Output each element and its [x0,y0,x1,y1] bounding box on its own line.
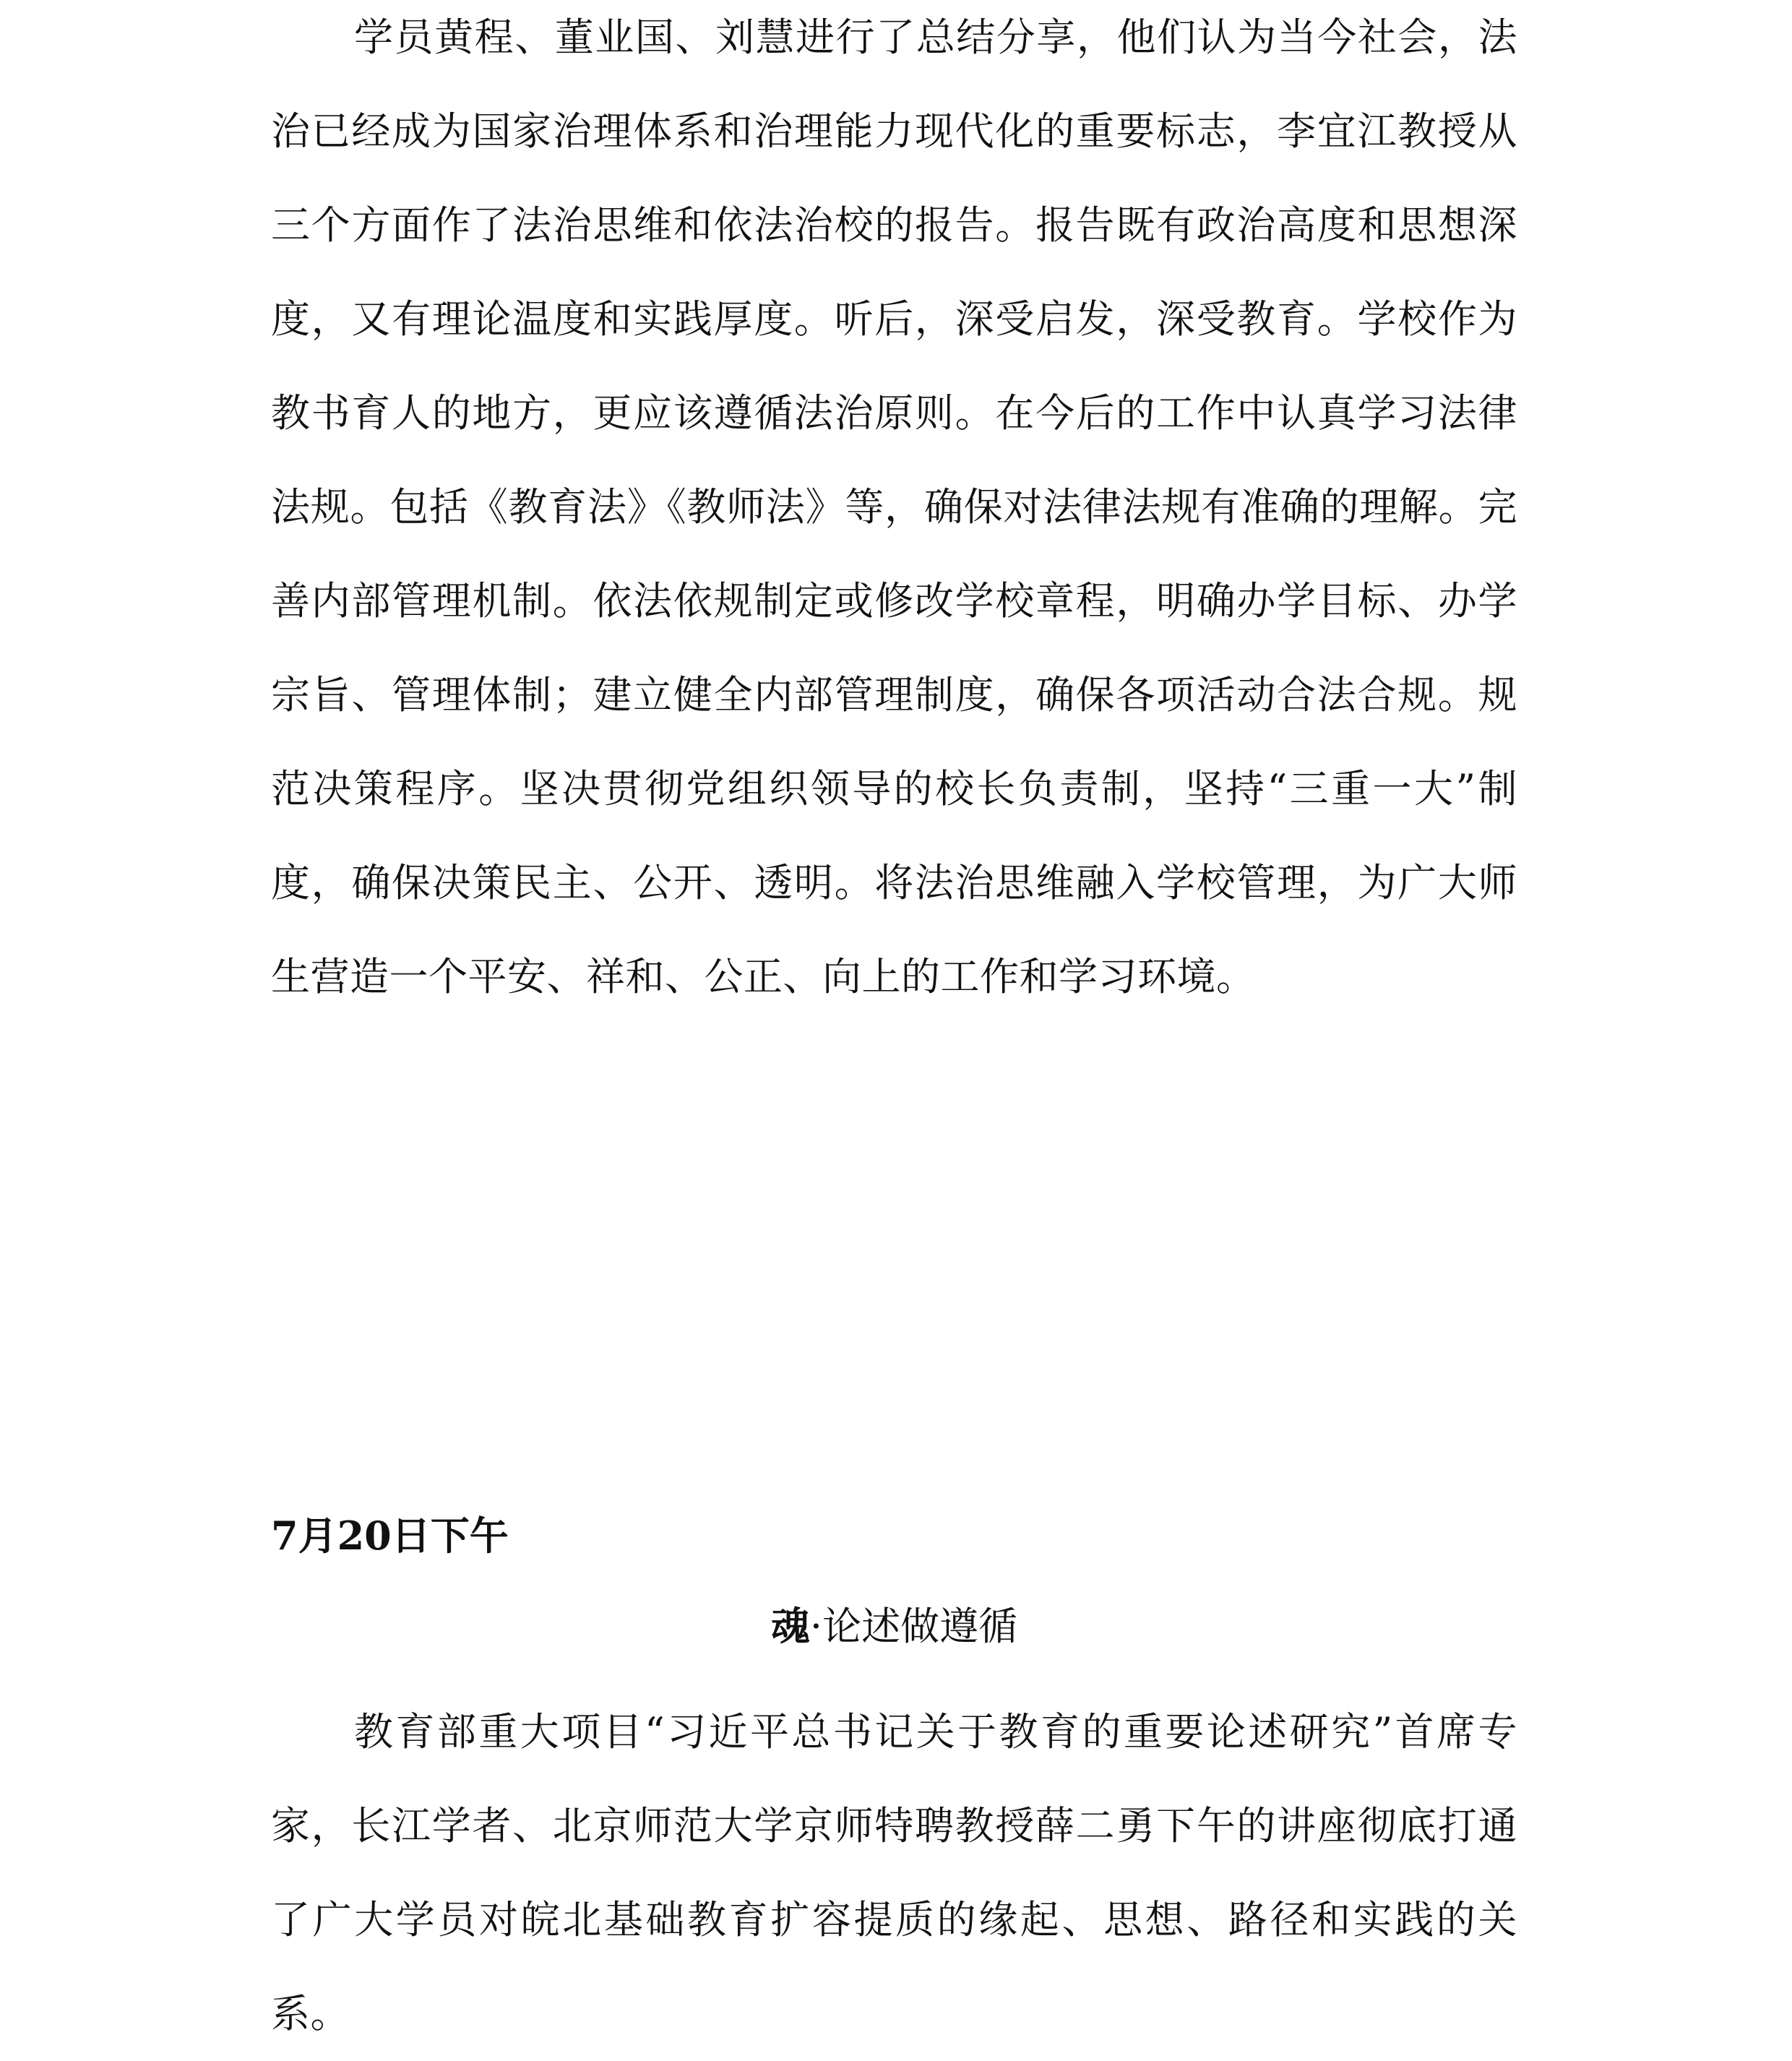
body-paragraph-2: 教育部重大项目“习近平总书记关于教育的重要论述研究”首席专家，长江学者、北京师范大学京师特聘教授薛二勇下午的讲座彻底打通了广大学员对皖北基础教育扩容提质的缘起、思想、路径和实践的关系。 [271,1709,1517,2036]
section-title-rest: 论述做遵循 [822,1604,1018,1649]
date-heading: 7月20日下午 [271,1513,509,1559]
section-title [271,1597,1517,1656]
body-paragraph-1: 学员黄程、董业国、刘慧进行了总结分享，他们认为当今社会，法治已经成为国家治理体系和治理能力现代化的重要标志，李宜江教授从三个方面作了法治思维和依法治校的报告。报告既有政治高度和思想深度，又有理论温度和实践厚度。听后，深受启发，深受教育。学校作为教书育人的地方，更应该遵循法治原则。在今后的工作中认真学习法律法规。包括《教育法》《教师法》等，确保对法律法规有准确的理解。完善内部管理机制。依法依规制定或修改学校章程，明确办学目标、办学宗旨、管理体制；建立健全内部管理制度，确保各项活动合法合规。规范决策程序。坚决贯彻党组织领导的校长负责制，坚持“三重一大”制度，确保决策民主、公开、透明。将法治思维融入学校管理，为广大师生营造一个平安、祥和、公正、向上的工作和学习环境。 [271,14,1517,999]
section-title-lead: 魂 [770,1603,810,1649]
section-title-separator: · [809,1604,823,1649]
